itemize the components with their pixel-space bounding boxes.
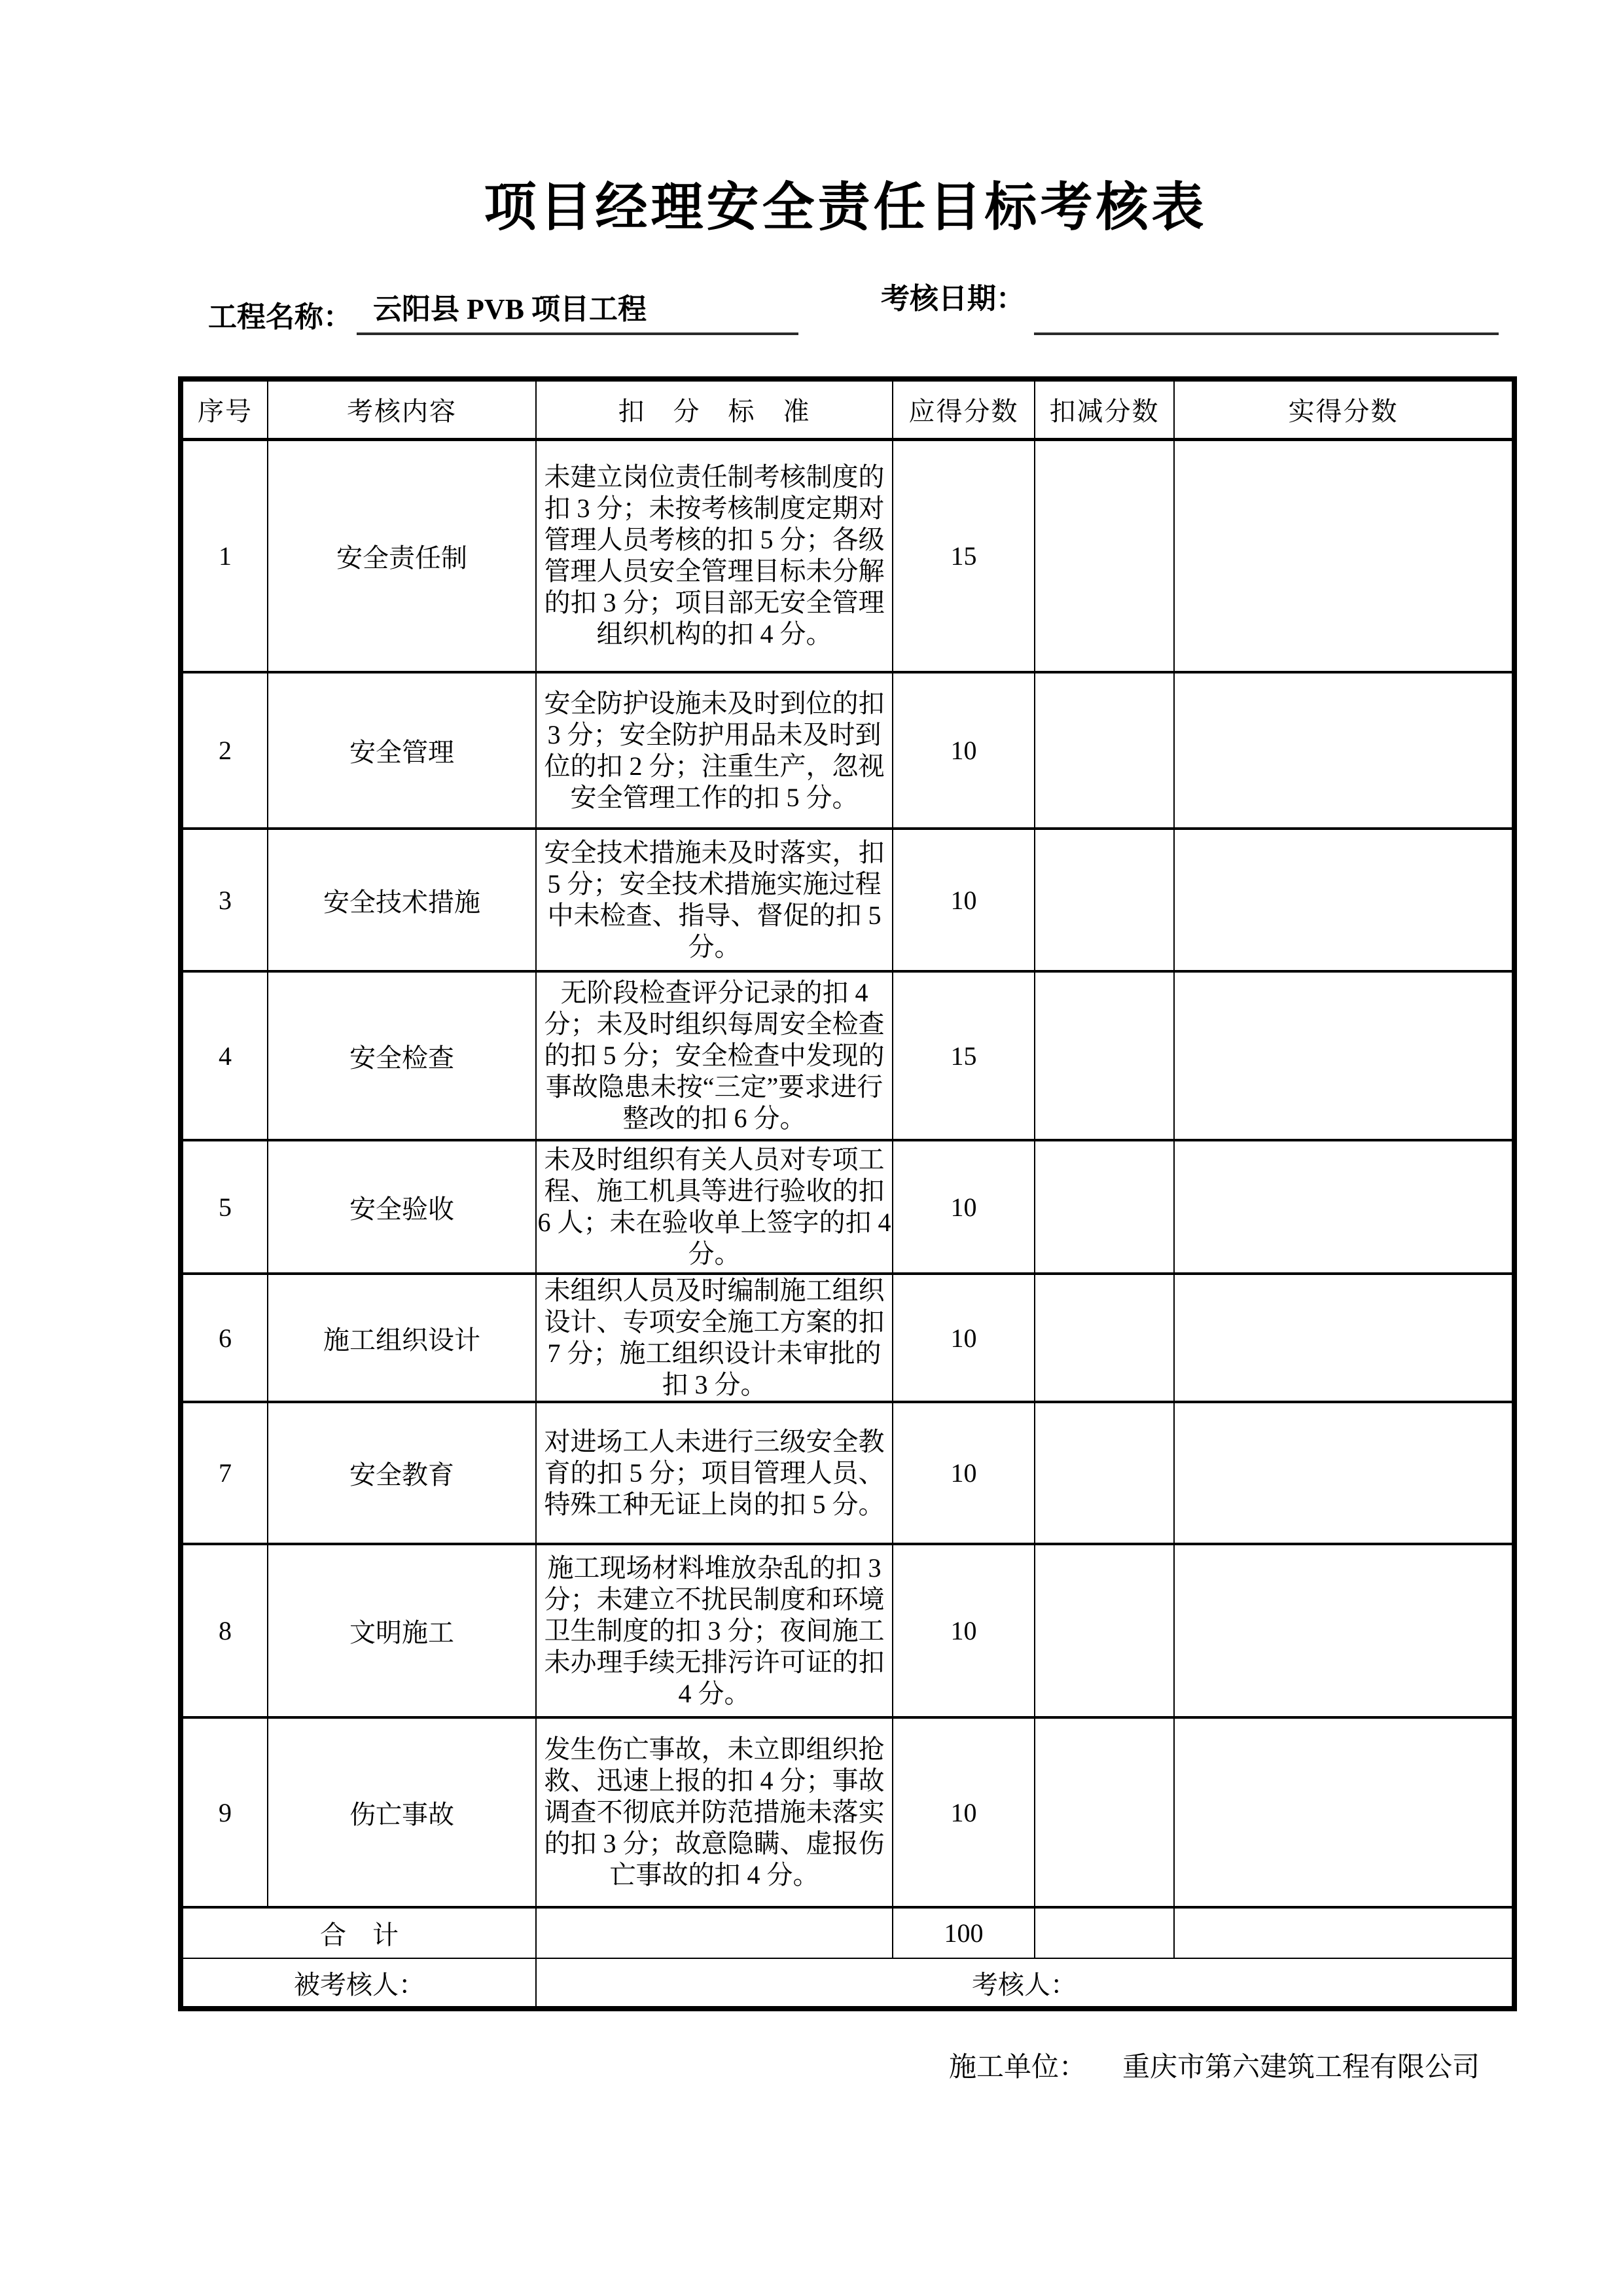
row-actual-cell [1174, 1402, 1514, 1544]
row-score: 10 [893, 1274, 1035, 1402]
row-content: 安全教育 [268, 1402, 536, 1544]
header-content: 考核内容 [268, 379, 536, 439]
row-content: 安全管理 [268, 672, 536, 829]
row-score: 15 [893, 439, 1035, 672]
row-deduction-cell [1035, 1402, 1174, 1544]
header-deduction: 扣减分数 [1035, 379, 1174, 439]
construction-unit-label: 施工单位： [949, 2053, 1087, 2083]
row-no: 7 [181, 1402, 268, 1544]
total-criteria-cell [536, 1907, 893, 1958]
row-criteria: 对进场工人未进行三级安全教育的扣 5 分；项目管理人员、特殊工种无证上岗的扣 5 分。 [536, 1402, 893, 1544]
table-row [181, 439, 1514, 672]
table-row [181, 672, 1514, 829]
row-deduction-cell [1035, 1717, 1174, 1907]
row-content: 伤亡事故 [268, 1717, 536, 1907]
row-criteria: 无阶段检查评分记录的扣 4 分；未及时组织每周安全检查的扣 5 分；安全检查中发现的事故隐患未按“三定”要求进行整改的扣 6 分。 [536, 971, 893, 1140]
row-actual-cell [1174, 829, 1514, 971]
assessor-label: 考核人： [536, 1958, 1514, 2009]
row-criteria: 未及时组织有关人员对专项工程、施工机具等进行验收的扣 6 人；未在验收单上签字的扣 4 分。 [536, 1140, 893, 1274]
table-row [181, 971, 1514, 1140]
total-score: 100 [893, 1907, 1035, 1958]
row-no: 8 [181, 1544, 268, 1717]
row-criteria: 未组织人员及时编制施工组织设计、专项安全施工方案的扣 7 分；施工组织设计未审批的扣 3 分。 [536, 1274, 893, 1402]
row-no: 1 [181, 439, 268, 672]
assessee-label: 被考核人： [181, 1958, 536, 2009]
table-row [181, 1274, 1514, 1402]
row-content: 安全检查 [268, 971, 536, 1140]
row-actual-cell [1174, 1544, 1514, 1717]
row-actual-cell [1174, 1140, 1514, 1274]
row-score: 15 [893, 971, 1035, 1140]
table-row [181, 1140, 1514, 1274]
row-content: 文明施工 [268, 1544, 536, 1717]
row-content: 安全责任制 [268, 439, 536, 672]
row-content: 施工组织设计 [268, 1274, 536, 1402]
row-score: 10 [893, 1544, 1035, 1717]
assessment-date-label: 考核日期： [881, 283, 1025, 315]
header-score: 应得分数 [893, 379, 1035, 439]
table-row [181, 1544, 1514, 1717]
header-no: 序号 [181, 379, 268, 439]
row-criteria: 未建立岗位责任制考核制度的扣 3 分；未按考核制度定期对管理人员考核的扣 5 分；各级管理人员安全管理目标未分解的扣 3 分；项目部无安全管理组织机构的扣 4 分。 [536, 439, 893, 672]
row-actual-cell [1174, 439, 1514, 672]
total-row [181, 1907, 1514, 1958]
row-score: 10 [893, 1402, 1035, 1544]
table-row [181, 1717, 1514, 1907]
row-no: 5 [181, 1140, 268, 1274]
row-actual-cell [1174, 971, 1514, 1140]
row-actual-cell [1174, 1274, 1514, 1402]
row-actual-cell [1174, 672, 1514, 829]
row-score: 10 [893, 672, 1035, 829]
total-label: 合 计 [181, 1907, 536, 1958]
total-deduction-cell [1035, 1907, 1174, 1958]
row-no: 3 [181, 829, 268, 971]
header-criteria: 扣 分 标 准 [536, 379, 893, 439]
row-criteria: 发生伤亡事故，未立即组织抢救、迅速上报的扣 4 分；事故调查不彻底并防范措施未落实的扣 3 分；故意隐瞒、虚报伤亡事故的扣 4 分。 [536, 1717, 893, 1907]
row-no: 6 [181, 1274, 268, 1402]
table-header-row [181, 379, 1514, 439]
row-deduction-cell [1035, 672, 1174, 829]
row-deduction-cell [1035, 829, 1174, 971]
table-row [181, 1402, 1514, 1544]
construction-unit [949, 2045, 1480, 2085]
row-no: 9 [181, 1717, 268, 1907]
row-content: 安全验收 [268, 1140, 536, 1274]
page-title: 项目经理安全责任目标考核表 [484, 179, 1207, 237]
row-content: 安全技术措施 [268, 829, 536, 971]
row-deduction-cell [1035, 1140, 1174, 1274]
header-actual: 实得分数 [1174, 379, 1514, 439]
row-score: 10 [893, 1140, 1035, 1274]
row-criteria: 安全技术措施未及时落实，扣 5 分；安全技术措施实施过程中未检查、指导、督促的扣 5 分。 [536, 829, 893, 971]
row-deduction-cell [1035, 439, 1174, 672]
assessment-table [178, 376, 1517, 2011]
row-criteria: 施工现场材料堆放杂乱的扣 3 分；未建立不扰民制度和环境卫生制度的扣 3 分；夜间施工未办理手续无排污许可证的扣 4 分。 [536, 1544, 893, 1717]
project-name-label: 工程名称： [208, 301, 352, 333]
row-actual-cell [1174, 1717, 1514, 1907]
row-score: 10 [893, 1717, 1035, 1907]
total-actual-cell [1174, 1907, 1514, 1958]
row-no: 2 [181, 672, 268, 829]
row-score: 10 [893, 829, 1035, 971]
construction-unit-value: 重庆市第六建筑工程有限公司 [1122, 2053, 1480, 2083]
project-name-value: 云阳县 PVB 项目工程 [357, 285, 798, 335]
row-deduction-cell [1035, 971, 1174, 1140]
row-no: 4 [181, 971, 268, 1140]
signature-row [181, 1958, 1514, 2009]
row-criteria: 安全防护设施未及时到位的扣 3 分；安全防护用品未及时到位的扣 2 分；注重生产，忽视安全管理工作的扣 5 分。 [536, 672, 893, 829]
row-deduction-cell [1035, 1544, 1174, 1717]
table-row [181, 829, 1514, 971]
assessment-date-blank-line [1034, 332, 1499, 335]
row-deduction-cell [1035, 1274, 1174, 1402]
